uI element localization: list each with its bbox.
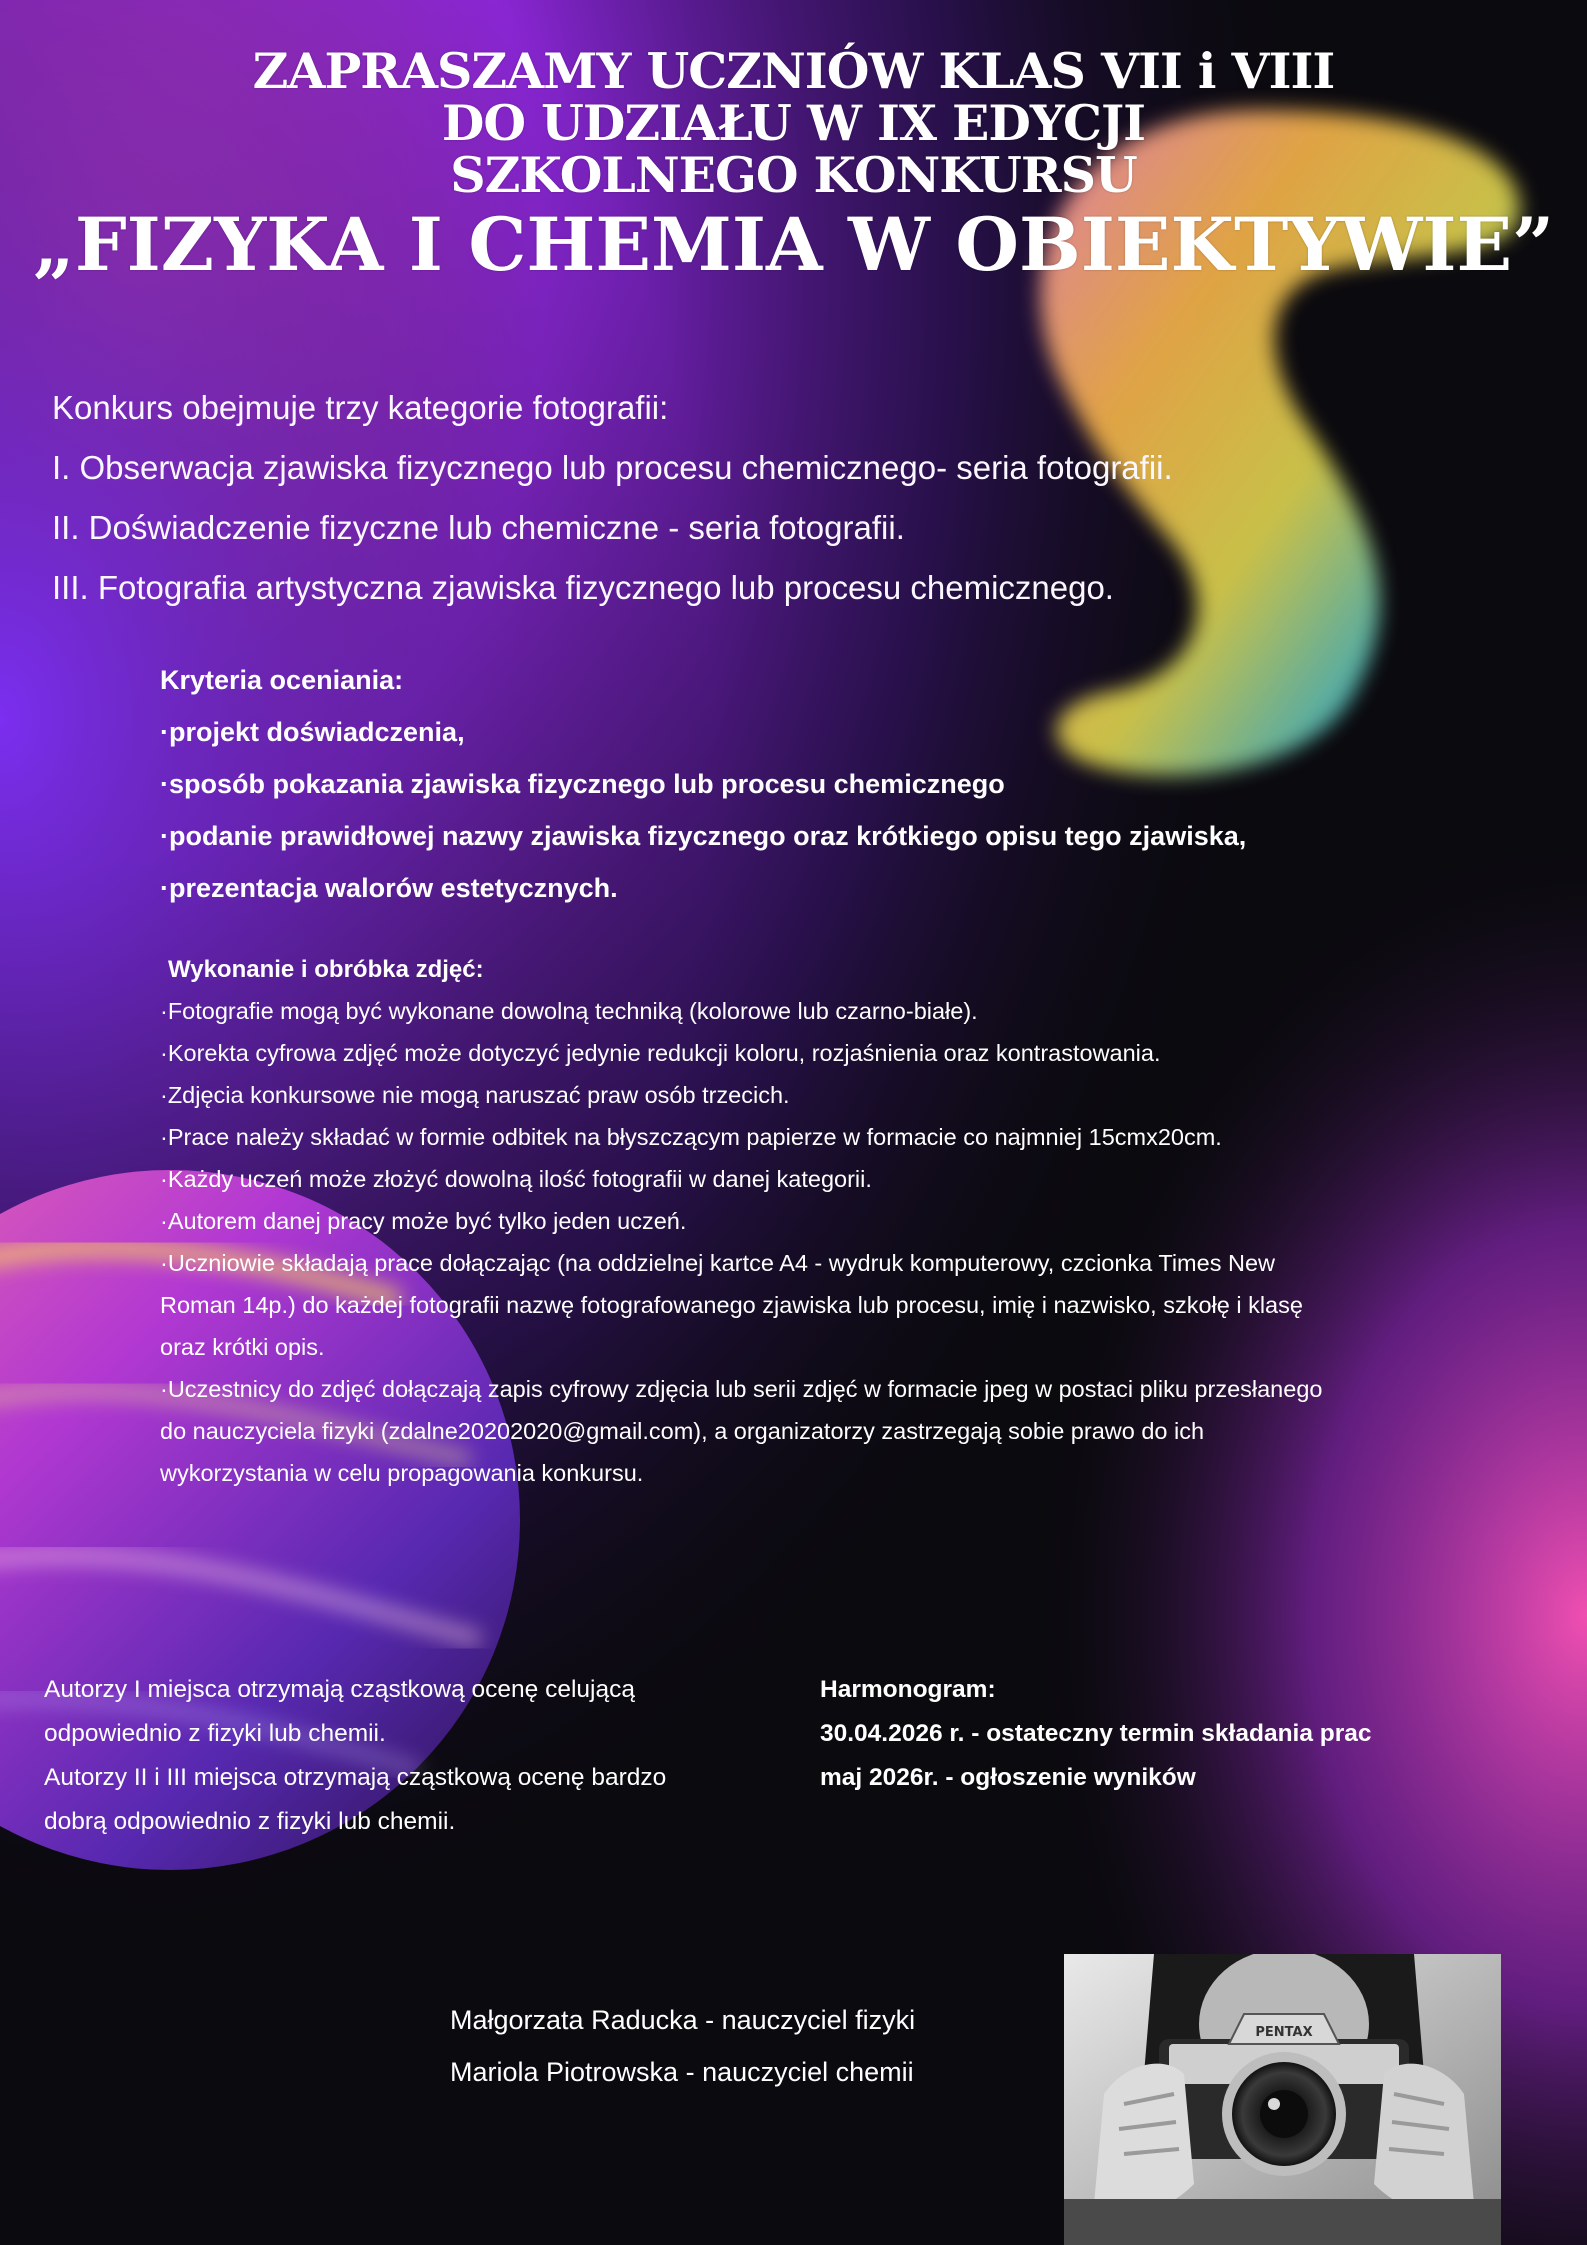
schedule-section: [820, 1668, 1540, 1800]
execution-title: Wykonanie i obróbka zdjęć:: [168, 956, 484, 983]
execution-item: ·Fotografie mogą być wykonane dowolną techniką (kolorowe lub czarno-białe).: [160, 998, 978, 1024]
category-item: II. Doświadczenie fizyczne lub chemiczne - seria fotografii.: [52, 509, 905, 546]
teacher-name: Małgorzata Raducka - nauczyciel fizyki: [450, 2005, 916, 2035]
execution-item: wykorzystania w celu propagowania konkursu.: [160, 1460, 644, 1486]
execution-item: oraz krótki opis.: [160, 1334, 325, 1360]
awards-line: Autorzy II i III miejsca otrzymają cząstkową ocenę bardzo: [44, 1764, 667, 1791]
categories-section: [52, 378, 1512, 618]
contest-name: „FIZYKA I CHEMIA W OBIEKTYWIE”: [32, 202, 1555, 288]
teacher-name: Mariola Piotrowska - nauczyciel chemii: [450, 2057, 914, 2087]
execution-item: ·Autorem danej pracy może być tylko jeden uczeń.: [160, 1208, 687, 1234]
execution-item: do nauczyciela fizyki (zdalne20202020@gmail.com), a organizatorzy zastrzegają sobie prawo do ich: [160, 1418, 1205, 1444]
execution-item: ·Prace należy składać w formie odbitek na błyszczącym papierze w formacie co najmniej 15cmx20cm.: [160, 1124, 1222, 1150]
poster-title: [0, 42, 1587, 288]
title-line-2: DO UDZIAŁU W IX EDYCJI: [441, 94, 1146, 152]
criteria-item: ·projekt doświadczenia,: [160, 717, 465, 747]
criteria-item: ·podanie prawidłowej nazwy zjawiska fizycznego oraz krótkiego opisu tego zjawiska,: [160, 821, 1247, 851]
criteria-title: Kryteria oceniania:: [160, 665, 404, 695]
execution-item: ·Uczestnicy do zdjęć dołączają zapis cyfrowy zdjęcia lub serii zdjęć w formacie jpeg w postaci pliku przesłanego: [160, 1376, 1323, 1402]
execution-item: Roman 14p.) do każdej fotografii nazwę fotografowanego zjawiska lub procesu, imię i nazwisko, szkołę i klasę: [160, 1292, 1303, 1318]
camera-photo: [1064, 1954, 1501, 2245]
execution-item: ·Korekta cyfrowa zdjęć może dotyczyć jedynie redukcji koloru, rozjaśnienia oraz kontrastowania.: [160, 1040, 1161, 1066]
criteria-section: [160, 654, 1510, 914]
category-item: III. Fotografia artystyczna zjawiska fizycznego lub procesu chemicznego.: [52, 569, 1114, 606]
categories-intro: Konkurs obejmuje trzy kategorie fotografii:: [52, 389, 669, 426]
execution-item: ·Każdy uczeń może złożyć dowolną ilość fotografii w danej kategorii.: [160, 1166, 872, 1192]
schedule-item: maj 2026r. - ogłoszenie wyników: [820, 1764, 1196, 1791]
awards-line: odpowiednio z fizyki lub chemii.: [44, 1720, 386, 1747]
camera-brand-label: PENTAX: [1255, 2025, 1313, 2040]
title-line-1: ZAPRASZAMY UCZNIÓW KLAS VII i VIII: [252, 42, 1335, 100]
awards-line: dobrą odpowiednio z fizyki lub chemii.: [44, 1808, 456, 1835]
schedule-title: Harmonogram:: [820, 1676, 996, 1703]
execution-item: ·Uczniowie składają prace dołączając (na oddzielnej kartce A4 - wydruk komputerowy, czcionka Times New: [160, 1250, 1275, 1276]
execution-item: ·Zdjęcia konkursowe nie mogą naruszać praw osób trzecich.: [160, 1082, 790, 1108]
organizers-section: [450, 1994, 1050, 2098]
schedule-item: 30.04.2026 r. - ostateczny termin składania prac: [820, 1720, 1372, 1747]
title-line-3: SZKOLNEGO KONKURSU: [450, 146, 1137, 204]
awards-section: [44, 1668, 784, 1844]
awards-line: Autorzy I miejsca otrzymają cząstkową ocenę celującą: [44, 1676, 635, 1703]
criteria-item: ·prezentacja walorów estetycznych.: [160, 873, 618, 903]
category-item: I. Obserwacja zjawiska fizycznego lub procesu chemicznego- seria fotografii.: [52, 449, 1173, 486]
criteria-item: ·sposób pokazania zjawiska fizycznego lub procesu chemicznego: [160, 769, 1005, 799]
execution-section: [160, 950, 1560, 1494]
